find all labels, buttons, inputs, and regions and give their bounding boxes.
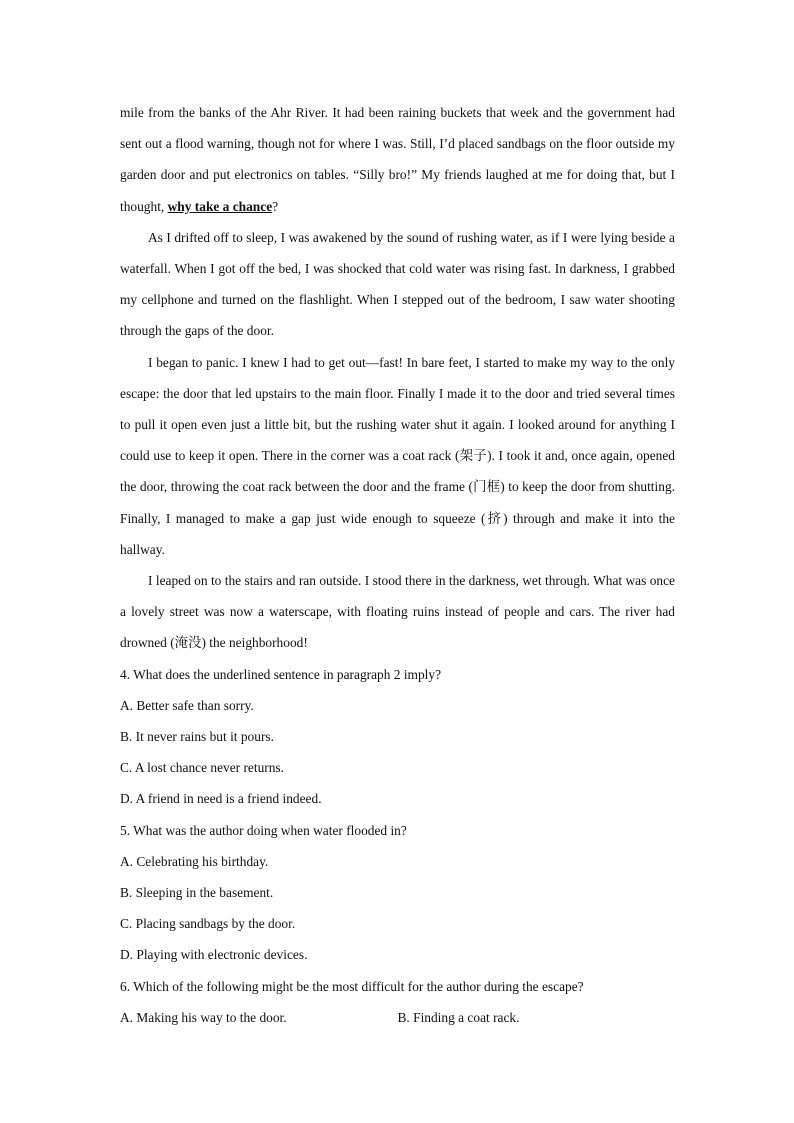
question-5-stem: 5. What was the author doing when water flooded in? (120, 822, 407, 838)
question-5-option-d: D. Playing with electronic devices. (120, 947, 308, 963)
question-6-option-a: A. Making his way to the door. (120, 1009, 287, 1025)
passage-paragraph-2: As I drifted off to sleep, I was awakened by the sound of rushing water, as if I were lying beside a waterfall. When I got off the bed, I was shocked that cold water was rising fast. In darkness, I grabbed my cellphone and turned on the flashlight. When I stepped out of the bedroom, I saw water shooting through the gaps of the door. (120, 229, 675, 339)
question-4-option-a: A. Better safe than sorry. (120, 697, 254, 713)
question-5 (120, 815, 675, 971)
question-6-stem: 6. Which of the following might be the most difficult for the author during the escape? (120, 978, 584, 994)
passage-paragraph-1 (120, 97, 675, 222)
paragraph-1-text: mile from the banks of the Ahr River. It had been raining buckets that week and the government had sent out a flood warning, though not for where I was. Still, I’d placed sandbags on the floor outside my garden door and put electronics on tables. “Silly bro!” My friends laughed at me for doing that, but I thought, (120, 105, 675, 214)
question-4-stem: 4. What does the underlined sentence in paragraph 2 imply? (120, 666, 442, 682)
paragraph-1-end: ? (272, 198, 279, 214)
question-4-option-b: B. It never rains but it pours. (120, 729, 274, 745)
passage-paragraph-4: I leaped on to the stairs and ran outside. I stood there in the darkness, wet through. What was once a lovely street was now a waterscape, with floating ruins instead of people and cars. The river had drowned (淹没) the neighborhood! (120, 573, 675, 651)
question-6-options-row (120, 1002, 675, 1033)
document-page (120, 97, 675, 1033)
question-5-option-a: A. Celebrating his birthday. (120, 853, 269, 869)
question-6 (120, 971, 675, 1033)
question-4-option-c: C. A lost chance never returns. (120, 760, 284, 776)
question-4 (120, 659, 675, 815)
underlined-sentence: why take a chance (167, 198, 273, 214)
question-5-option-c: C. Placing sandbags by the door. (120, 916, 296, 932)
question-5-option-b: B. Sleeping in the basement. (120, 885, 274, 901)
question-4-option-d: D. A friend in need is a friend indeed. (120, 791, 322, 807)
passage-paragraph-3: I began to panic. I knew I had to get out—fast! In bare feet, I started to make my way to the only escape: the door that led upstairs to the main floor. Finally I made it to the door and tried several times to pull it open even just a little bit, but the rushing water shut it again. I looked around for anything I could use to keep it open. There in the corner was a coat rack (架子). I took it and, once again, opened the door, throwing the coat rack between the door and the frame (门框) to keep the door from shutting. Finally, I managed to make a gap just wide enough to squeeze (挤) through and make it into the hallway. (120, 354, 675, 557)
question-6-option-b: B. Finding a coat rack. (397, 1009, 520, 1025)
